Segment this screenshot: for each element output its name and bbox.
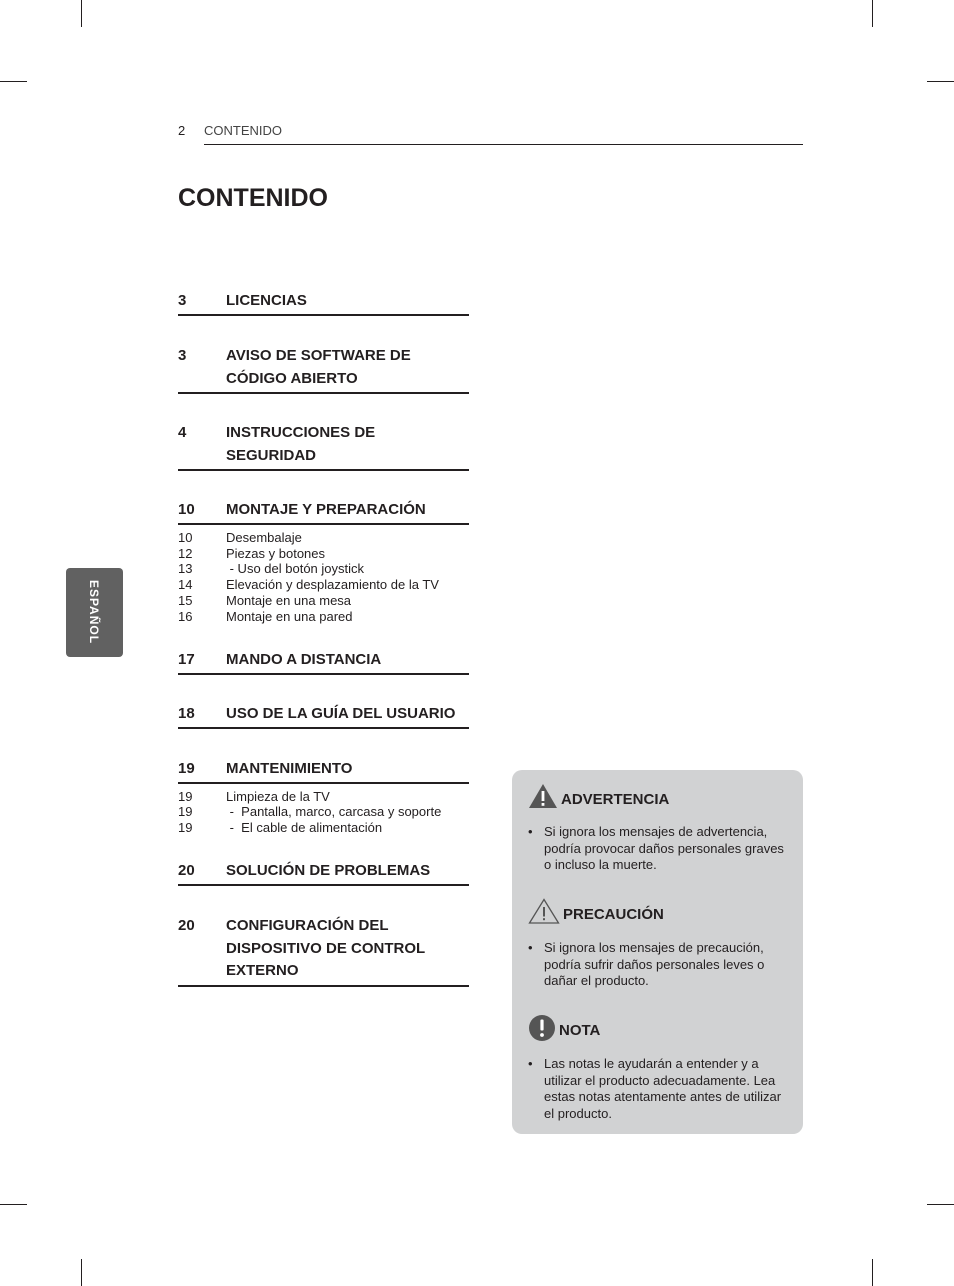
toc-subentry[interactable] bbox=[178, 546, 469, 562]
toc-sub-page-number: 12 bbox=[178, 546, 193, 561]
toc-page-number: 18 bbox=[178, 705, 195, 722]
toc-sub-title: - Uso del botón joystick bbox=[226, 561, 365, 576]
crop-mark bbox=[872, 1259, 873, 1286]
toc-page-number: 20 bbox=[178, 862, 195, 879]
toc-page-number: 19 bbox=[178, 760, 195, 777]
safety-notice-box bbox=[512, 770, 803, 1134]
toc-subentry[interactable] bbox=[178, 609, 469, 625]
toc-sub-title: - Pantalla, marco, carcasa y soporte bbox=[226, 804, 442, 819]
language-tab-label: ESPAÑOL bbox=[87, 579, 101, 645]
language-tab bbox=[66, 568, 123, 657]
toc-entry-mando[interactable] bbox=[178, 649, 469, 675]
note-text: Las notas le ayudarán a entender y a utilizar el producto adecuadamente. Lea estas notas atentamente antes de utilizar el producto. bbox=[544, 1056, 782, 1121]
crop-mark bbox=[0, 81, 27, 82]
toc-sub-page-number: 19 bbox=[178, 804, 193, 819]
toc-sub-page-number: 19 bbox=[178, 820, 193, 835]
header-rule bbox=[204, 144, 803, 145]
toc-subentry[interactable] bbox=[178, 530, 469, 546]
toc-entry-mantenimiento[interactable] bbox=[178, 758, 469, 784]
toc-title: LICENCIAS bbox=[226, 292, 307, 309]
toc-subentry[interactable] bbox=[178, 593, 469, 609]
toc-entry-montaje[interactable] bbox=[178, 499, 469, 525]
toc-entry-instrucciones-seguridad[interactable] bbox=[178, 422, 469, 471]
toc-title: CONFIGURACIÓN DEL DISPOSITIVO DE CONTROL EXTERNO bbox=[226, 917, 425, 979]
toc-page-number: 20 bbox=[178, 917, 195, 934]
header-section-title: CONTENIDO bbox=[204, 123, 282, 138]
toc-sub-title: Montaje en una mesa bbox=[226, 593, 352, 608]
toc-page-number: 3 bbox=[178, 347, 187, 364]
toc-page-number: 17 bbox=[178, 651, 195, 668]
bullet: • bbox=[528, 940, 533, 955]
toc-subentry[interactable] bbox=[178, 820, 469, 836]
note-label: NOTA bbox=[559, 1022, 601, 1039]
toc-page-number: 4 bbox=[178, 424, 187, 441]
bullet: • bbox=[528, 824, 533, 839]
toc-sub-title: Piezas y botones bbox=[226, 546, 326, 561]
toc-subentry[interactable] bbox=[178, 789, 469, 805]
toc-sub-title: Limpieza de la TV bbox=[226, 789, 330, 804]
toc-sub-page-number: 15 bbox=[178, 593, 193, 608]
crop-mark bbox=[927, 1204, 954, 1205]
toc-title: MANTENIMIENTO bbox=[226, 760, 353, 777]
caution-label: PRECAUCIÓN bbox=[563, 906, 664, 923]
crop-mark bbox=[872, 0, 873, 27]
toc-page-number: 3 bbox=[178, 292, 187, 309]
note-exclamation-icon bbox=[528, 1014, 556, 1042]
toc-sub-title: Elevación y desplazamiento de la TV bbox=[226, 577, 439, 592]
warning-text: Si ignora los mensajes de advertencia, podría provocar daños personales graves o incluso la muerte. bbox=[544, 824, 784, 872]
toc-sub-page-number: 19 bbox=[178, 789, 193, 804]
toc-entry-configuracion-dispositivo[interactable] bbox=[178, 915, 469, 987]
caution-outline-icon bbox=[528, 898, 560, 924]
toc-sub-title: Montaje en una pared bbox=[226, 609, 353, 624]
toc-entry-guia-usuario[interactable] bbox=[178, 703, 469, 729]
toc-subentry[interactable] bbox=[178, 577, 469, 593]
caution-text: Si ignora los mensajes de precaución, podría sufrir daños personales leves o dañar el producto. bbox=[544, 940, 765, 988]
toc-title: SOLUCIÓN DE PROBLEMAS bbox=[226, 862, 431, 879]
toc-sub-page-number: 10 bbox=[178, 530, 193, 545]
toc-sub-page-number: 16 bbox=[178, 609, 193, 624]
toc-title: USO DE LA GUÍA DEL USUARIO bbox=[226, 705, 456, 722]
toc-sub-title: - El cable de alimentación bbox=[226, 820, 383, 835]
warning-filled-icon bbox=[528, 783, 558, 809]
crop-mark bbox=[0, 1204, 27, 1205]
toc-title: MANDO A DISTANCIA bbox=[226, 651, 382, 668]
toc-subentry[interactable] bbox=[178, 804, 469, 820]
crop-mark bbox=[81, 0, 82, 27]
toc-entry-licencias[interactable] bbox=[178, 290, 469, 316]
toc-sub-title: Desembalaje bbox=[226, 530, 302, 545]
page-title: CONTENIDO bbox=[178, 184, 328, 212]
toc-sub-page-number: 13 bbox=[178, 561, 193, 576]
bullet: • bbox=[528, 1056, 533, 1071]
page-number: 2 bbox=[178, 123, 186, 138]
toc-subentry[interactable] bbox=[178, 561, 469, 577]
toc-title: AVISO DE SOFTWARE DE CÓDIGO ABIERTO bbox=[226, 347, 411, 387]
toc-sub-page-number: 14 bbox=[178, 577, 193, 592]
toc-title: INSTRUCCIONES DE SEGURIDAD bbox=[226, 424, 376, 464]
toc-title: MONTAJE Y PREPARACIÓN bbox=[226, 501, 426, 518]
toc-entry-solucion-problemas[interactable] bbox=[178, 860, 469, 886]
crop-mark bbox=[81, 1259, 82, 1286]
toc-page-number: 10 bbox=[178, 501, 195, 518]
toc-entry-aviso-software[interactable] bbox=[178, 345, 469, 394]
crop-mark bbox=[927, 81, 954, 82]
warning-label: ADVERTENCIA bbox=[561, 791, 670, 808]
running-header bbox=[178, 123, 803, 145]
